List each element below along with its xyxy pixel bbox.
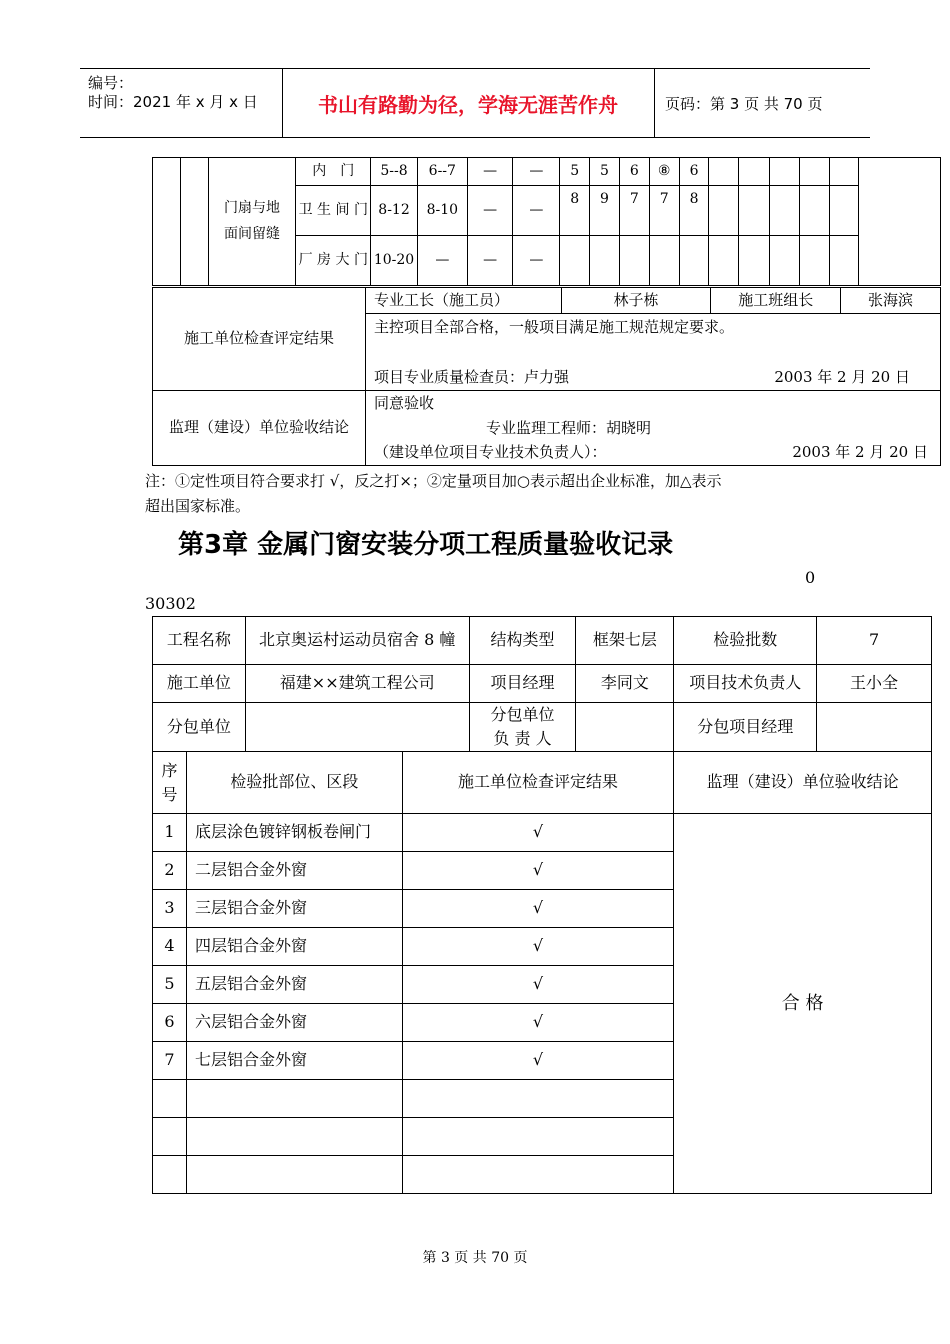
supervision-text: 同意验收 xyxy=(373,394,434,412)
table-row: 2 二层铝合金外窗 √ xyxy=(153,852,932,890)
table-row: 4 四层铝合金外窗 √ xyxy=(153,928,932,966)
foreman-label: 专业工长（施工员） xyxy=(365,288,561,314)
inspector-line: 项目专业质量检查员：卢力强 xyxy=(373,368,569,386)
batch-table xyxy=(152,751,932,1194)
page-header xyxy=(80,68,870,138)
table-row: 分包单位 分包单位负 责 人 分包项目经理 xyxy=(153,703,932,752)
result-table xyxy=(152,287,941,466)
table-row: 6 六层铝合金外窗 √ xyxy=(153,1004,932,1042)
table-row: 5 五层铝合金外窗 √ xyxy=(153,966,932,1004)
table-row: 施工单位 福建××建筑工程公司 项目经理 李同文 项目技术负责人 王小全 xyxy=(153,665,932,703)
upper-table xyxy=(152,157,941,286)
motto: 书山有路勤为径，学海无涯苦作舟 xyxy=(282,69,655,137)
construction-result-text: 主控项目全部合格，一般项目满足施工规范规定要求。 xyxy=(373,318,734,336)
engineer-line: 专业监理工程师：胡晓明 xyxy=(485,419,651,437)
header-left xyxy=(80,69,283,137)
table-row: 7 七层铝合金外窗 √ xyxy=(153,1042,932,1080)
team-leader-name: 张海滨 xyxy=(841,288,941,314)
owner-line: （建设单位项目专业技术负责人）： xyxy=(373,443,607,461)
table-row: 工程名称 北京奥运村运动员宿舍 8 幢 结构类型 框架七层 检验批数 7 xyxy=(153,617,932,665)
number-label: 编号： xyxy=(88,74,134,92)
table-row: 1 底层涂色镀锌钢板卷闸门 √ 合 格 xyxy=(153,814,932,852)
team-leader-label: 施工班组长 xyxy=(711,288,841,314)
date-line: 时间：2021 年 x 月 x 日 xyxy=(88,93,258,111)
inspector-date: 2003 年 2 月 20 日 xyxy=(774,368,910,386)
supervision-date: 2003 年 2 月 20 日 xyxy=(792,443,928,461)
table-row xyxy=(153,391,941,466)
table-row: 序号 检验批部位、区段 施工单位检查评定结果 监理（建设）单位验收结论 xyxy=(153,752,932,814)
form-code: 30302 xyxy=(145,594,196,613)
page-footer: 第 3 页 共 70 页 xyxy=(422,1250,528,1266)
category-cell: 门扇与地面间留缝 xyxy=(208,158,296,286)
table-row: 卫 生 间 门 8-12 8-10 — — 8 9 7 7 8 xyxy=(153,186,941,236)
table-row: 3 三层铝合金外窗 √ xyxy=(153,890,932,928)
note-line-2: 超出国家标准。 xyxy=(145,497,251,515)
info-table xyxy=(152,616,932,752)
chapter-title: 第3章 金属门窗安装分项工程质量验收记录 xyxy=(178,530,674,560)
table-row xyxy=(153,288,941,314)
page-code: 页码：第 3 页 共 70 页 xyxy=(665,94,823,113)
conclusion-cell: 合 格 xyxy=(674,814,932,1194)
note-line-1: 注：①定性项目符合要求打 √，反之打×；②定量项目加○表示超出企业标准，加△表示 xyxy=(145,472,722,490)
code-suffix: 0 xyxy=(805,568,816,587)
table-row: 门扇与地面间留缝 内 门 5--8 6--7 — — 5 5 6 ⑧ 6 xyxy=(153,158,941,186)
supervision-label: 监理（建设）单位验收结论 xyxy=(168,418,349,437)
table-row: 厂 房 大 门 10-20 — — — xyxy=(153,236,941,286)
construction-result-label: 施工单位检查评定结果 xyxy=(153,288,366,391)
foreman-name: 林子栋 xyxy=(561,288,711,314)
